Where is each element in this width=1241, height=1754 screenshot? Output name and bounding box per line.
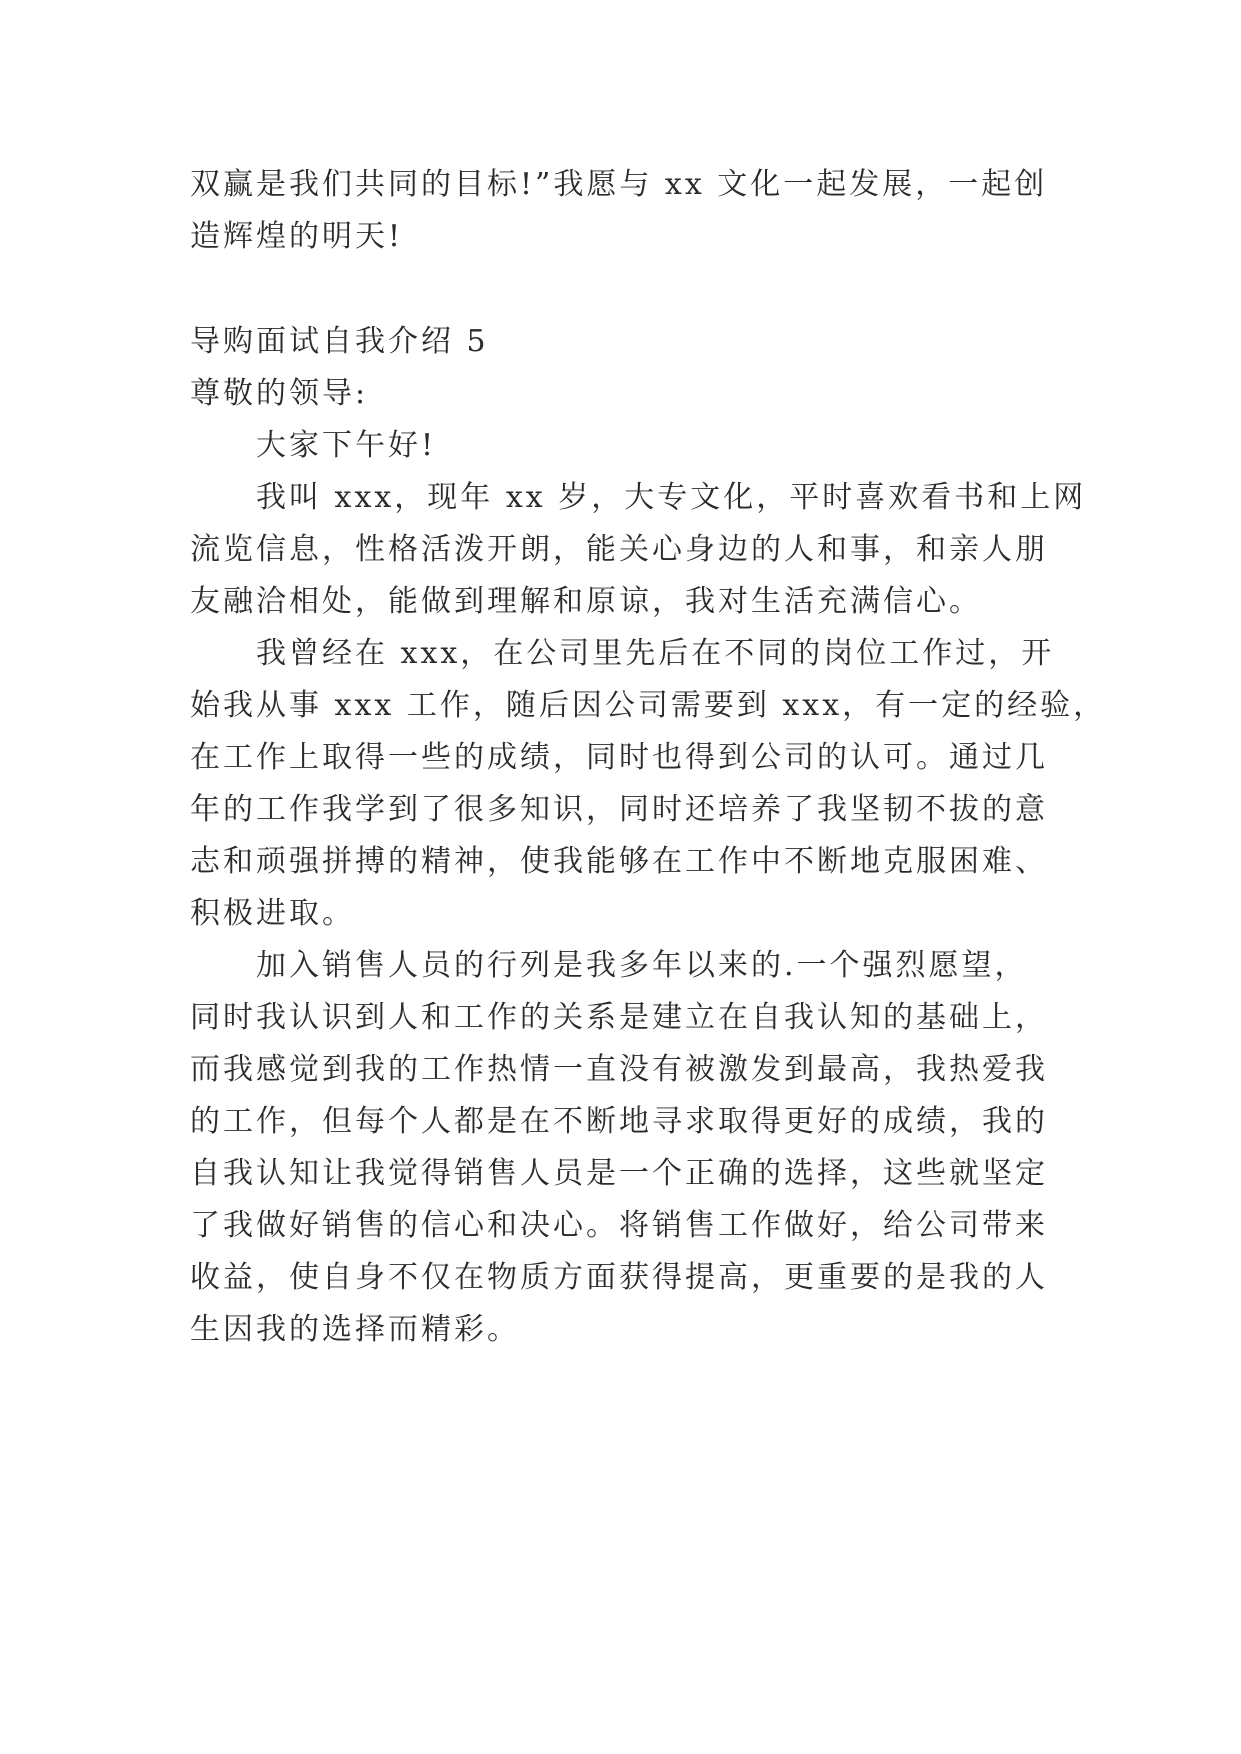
paragraph-line: 始我从事 xxx 工作，随后因公司需要到 xxx，有一定的经验，: [190, 688, 1107, 723]
continuation-line: 造辉煌的明天!: [190, 219, 404, 254]
salutation: 尊敬的领导:: [190, 376, 369, 411]
paragraph-line: 在工作上取得一些的成绩，同时也得到公司的认可。通过几: [190, 740, 1048, 775]
paragraph-line: 积极进取。: [190, 896, 355, 931]
paragraph-line: 年的工作我学到了很多知识，同时还培养了我坚韧不拔的意: [190, 792, 1048, 827]
paragraph-line: 流览信息，性格活泼开朗，能关心身边的人和事，和亲人朋: [190, 532, 1048, 567]
paragraph-line: 了我做好销售的信心和决心。将销售工作做好，给公司带来: [190, 1208, 1048, 1243]
paragraph-line: 生因我的选择而精彩。: [190, 1312, 520, 1347]
paragraph-line: 收益，使自身不仅在物质方面获得提高，更重要的是我的人: [190, 1260, 1048, 1295]
section-title: 导购面试自我介绍 5: [190, 324, 489, 359]
paragraph-line: 而我感觉到我的工作热情一直没有被激发到最高，我热爱我: [190, 1052, 1048, 1087]
paragraph-line: 自我认知让我觉得销售人员是一个正确的选择，这些就坚定: [190, 1156, 1048, 1191]
paragraph-line: 加入销售人员的行列是我多年以来的.一个强烈愿望，: [256, 948, 1028, 983]
paragraph-line: 友融洽相处，能做到理解和原谅，我对生活充满信心。: [190, 584, 982, 619]
greeting: 大家下午好!: [256, 428, 437, 463]
paragraph-line: 同时我认识到人和工作的关系是建立在自我认知的基础上，: [190, 1000, 1048, 1035]
paragraph-line: 我叫 xxx，现年 xx 岁，大专文化，平时喜欢看书和上网: [256, 480, 1087, 515]
paragraph-line: 志和顽强拼搏的精神，使我能够在工作中不断地克服困难、: [190, 844, 1048, 879]
paragraph-line: 我曾经在 xxx，在公司里先后在不同的岗位工作过，开: [256, 636, 1055, 671]
paragraph-line: 的工作，但每个人都是在不断地寻求取得更好的成绩，我的: [190, 1104, 1048, 1139]
continuation-line: 双赢是我们共同的目标!”我愿与 xx 文化一起发展，一起创: [190, 167, 1048, 202]
